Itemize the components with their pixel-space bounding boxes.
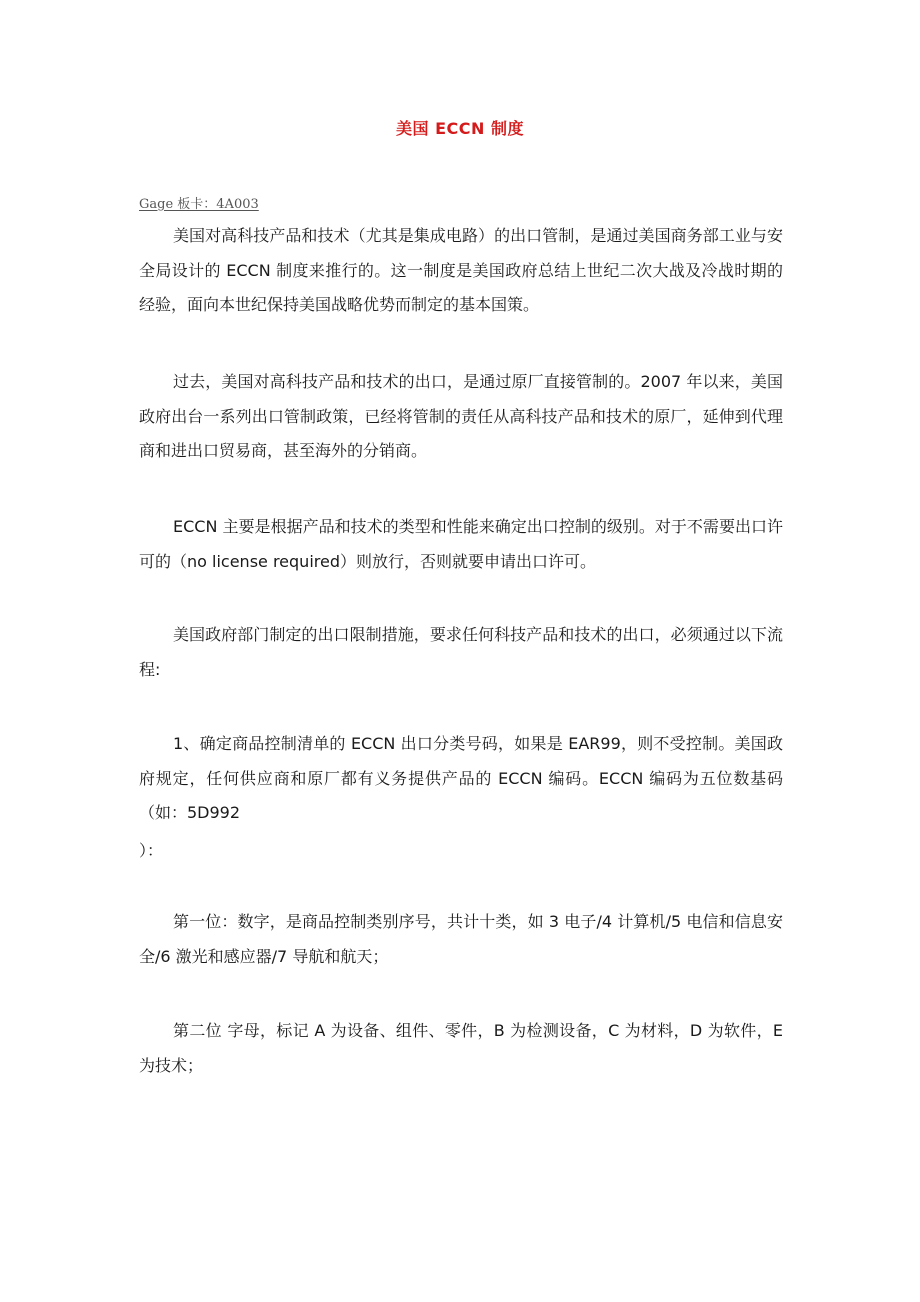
paragraph-4: 美国政府部门制定的出口限制措施，要求任何科技产品和技术的出口，必须通过以下流程: — [139, 625, 783, 679]
source-line: Gage 板卡：4A003 — [139, 197, 259, 212]
document-title: 美国 ECCN 制度 — [396, 119, 524, 138]
paragraph-2: 过去，美国对高科技产品和技术的出口，是通过原厂直接管制的。2007 年以来，美国政府出台一系列出口管制政策，已经将管制的责任从高科技产品和技术的原厂，延伸到代理商和进出口贸易商，甚至海外的分销商。 — [139, 372, 783, 460]
paragraph-6: 第一位：数字，是商品控制类别序号，共计十类，如 3 电子/4 计算机/5 电信和信息安全/6 激光和感应器/7 导航和航天； — [139, 912, 783, 966]
paragraph-1: 美国对高科技产品和技术（尤其是集成电路）的出口管制，是通过美国商务部工业与安全局设计的 ECCN 制度来推行的。这一制度是美国政府总结上世纪二次大战及冷战时期的经验，面向本世纪保持美国战略优势而制定的基本国策。 — [139, 226, 783, 314]
paragraph-3: ECCN 主要是根据产品和技术的类型和性能来确定出口控制的级别。对于不需要出口许可的（no license required）则放行，否则就要申请出口许可。 — [139, 517, 783, 571]
paragraph-5: 1、确定商品控制清单的 ECCN 出口分类号码，如果是 EAR99，则不受控制。美国政府规定，任何供应商和原厂都有义务提供产品的 ECCN 编码。ECCN 编码为五位数基码（如：5D992 — [139, 734, 783, 822]
paragraph-7: 第二位 字母，标记 A 为设备、组件、零件，B 为检测设备，C 为材料，D 为软件，E 为技术； — [139, 1021, 783, 1075]
paragraph-5-continuation: ）： — [139, 841, 164, 860]
